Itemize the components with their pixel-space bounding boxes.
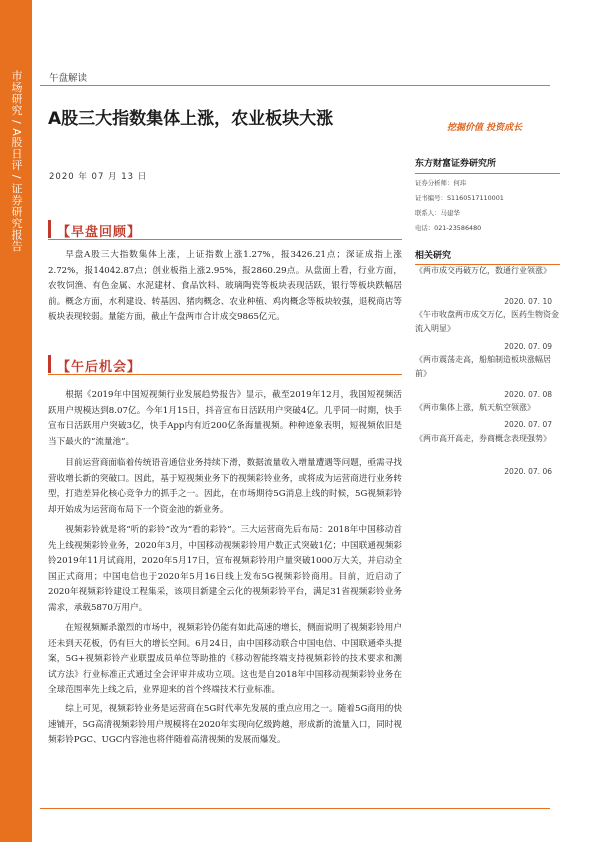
- institution-name: 东方财富证券研究所: [415, 156, 560, 174]
- related-report-link[interactable]: 《两市集体上涨，航天航空领涨》: [415, 403, 535, 412]
- report-title: A股三大指数集体上涨，农业板块大涨: [48, 109, 334, 129]
- paragraph: 综上可见，视频彩铃业务是运营商在5G时代率先发展的重点应用之一。随着5G商用的快速铺开，5G高清视频彩铃用户规模将在2020年实现向亿级跨越，形成新的流量入口，同时视频彩铃PGC、UGC内容池也将伴随着高清视频的发展而爆发。: [48, 704, 402, 746]
- related-report-link[interactable]: 《午市收盘两市成交万亿，医药生物资金流入明显》: [415, 310, 559, 333]
- doc-type-label: 午盘解读: [49, 73, 88, 84]
- analyst-name: 证券分析师：何玮: [415, 179, 467, 187]
- sidebar-label: 市场研究 / A股日评 / 证券研究报告: [10, 70, 23, 252]
- sidebar-band: [0, 0, 32, 842]
- related-report-link[interactable]: 《两市高开高走，券商概念表现强势》: [415, 434, 551, 443]
- related-research-heading: 相关研究: [415, 248, 560, 265]
- heading-marker: [48, 220, 51, 238]
- heading-marker: [48, 355, 51, 373]
- related-report-date: 2020. 07. 10: [504, 297, 552, 306]
- phone-number: 电话：021-23586480: [415, 224, 482, 232]
- section-heading-afternoon: [48, 355, 402, 375]
- header-divider: [40, 85, 550, 86]
- report-date: 2020 年 07 月 13 日: [49, 172, 148, 182]
- paragraph: 目前运营商面临着传统语音通信业务持续下滑，数据流量收入增量遭遇等问题，亟需寻找营收增长新的突破口。因此，基于短视频业务下的视频彩铃业务，或将成为运营商进行业务转型，打造差异化核心竞争力的抓手之一。因此，在市场期待5G消息上线的时候，5G视频彩铃却开始成为运营商布局下一个资金池的新业务。: [48, 458, 402, 515]
- related-report-link[interactable]: 《两市成交再破万亿，数通行业领涨》: [415, 266, 551, 275]
- paragraph: 根据《2019年中国短视频行业发展趋势报告》显示，截至2019年12月，我国短视频活跃用户规模达到8.07亿。今年1月15日，抖音宣布日活跃用户突破4亿。几乎同一时期，快手宣布日活跃用户突破3亿，快手App内有近200亿条海量视频。种种迹象表明，短视频依旧是当下最火的“流量池”。: [48, 390, 402, 447]
- section-heading-text: 【午后机会】: [57, 360, 142, 375]
- related-report-date: 2020. 07. 07: [504, 420, 552, 429]
- paragraph: 早盘A股三大指数集体上涨，上证指数上涨1.27%，报3426.21点；深证成指上涨2.72%，报14042.87点；创业板指上涨2.95%，报2860.29点。从盘面上看，行业方面，农牧饲渔、有色金属、水泥建材、食品饮料、玻璃陶瓷等板块表现活跃，银行等板块跌幅居前。概念方面，水利建设、转基因、猪肉概念、农业种植、鸡肉概念等板块较强，退税商店等板块表现较弱。量能方面，截止午盘两市合计成交9865亿元。: [48, 250, 402, 323]
- brand-slogan: 挖掘价值 投资成长: [447, 123, 523, 133]
- related-report-date: 2020. 07. 08: [504, 390, 552, 399]
- paragraph: 在短视频厮杀激烈的市场中，视频彩铃仍能有如此高速的增长，侧面说明了视频彩铃用户还未到天花板，仍有巨大的增长空间。6月24日，由中国移动联合中国电信、中国联通牵头提案，5G+视频彩铃产业联盟成员单位等助推的《移动智能终端支持视频彩铃的技术要求和测试方法》行业标准正式通过全会评审并成功立项。这也是自2018年中国移动视频彩铃业务在全球范围率先上线之后，业界迎来的首个终端技术行业标准。: [48, 623, 402, 696]
- paragraph: 视频彩铃就是将“听的彩铃”改为“看的彩铃”。三大运营商先后布局：2018年中国移动首先上线视频彩铃业务，2020年3月，中国移动视频彩铃用户数正式突破1亿；中国联通视频彩铃2019年11月试商用，2020年5月17日，宣布视频彩铃用户量突破1000万大关，并启动全国正式商用；中国电信也于2020年5月16日线上发布5G视频彩铃商用。目前，近启动了2020年视频彩铃建设工程集采，该项目新建全云化的视频彩铃平台，满足31省视频彩铃业务需求，承载5870万用户。: [48, 525, 402, 613]
- certificate-number: 证书编号：S1160517110001: [415, 194, 504, 202]
- related-report-date: 2020. 07. 06: [504, 467, 552, 476]
- section-heading-text: 【早盘回顾】: [57, 225, 142, 240]
- footer-divider: [40, 808, 550, 809]
- related-report-date: 2020. 07. 09: [504, 342, 552, 351]
- related-report-link[interactable]: 《两市震荡走高，船舶制造板块涨幅居前》: [415, 355, 551, 378]
- contact-person: 联系人：马建华: [415, 209, 460, 217]
- section-heading-morning: [48, 220, 402, 240]
